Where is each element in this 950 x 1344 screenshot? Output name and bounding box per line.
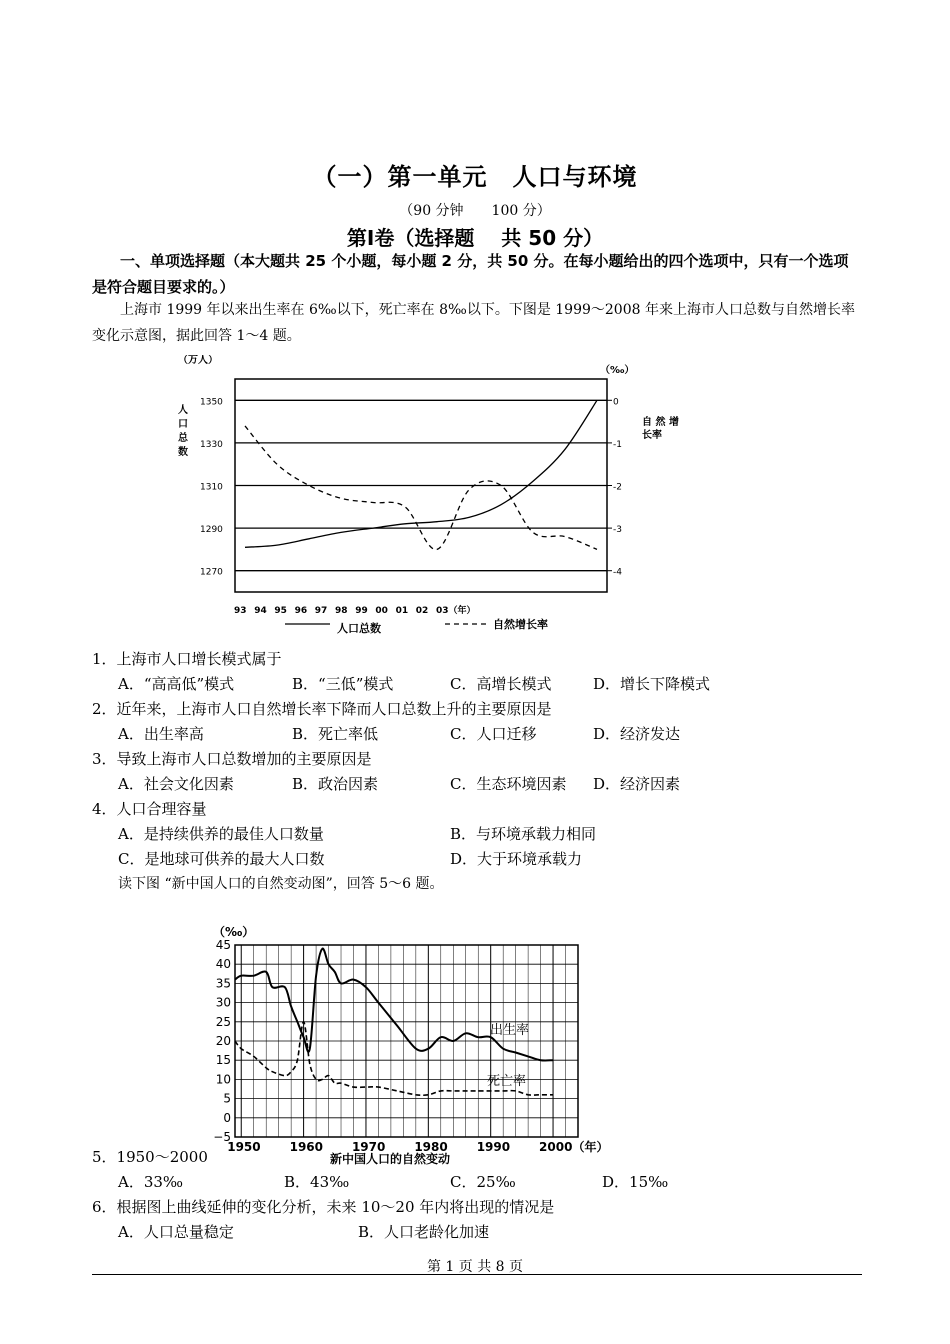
chart2-y-tick-label: −5 [213,1130,231,1144]
chart2-y-tick-label: 5 [223,1091,231,1106]
chart1-right-unit: （‰） [600,365,635,376]
chart1-left-tick-label: 1350 [200,397,223,408]
legend-population-total: 人口总数 [337,622,381,635]
question-1-option-d[interactable]: D．增长下降模式 [593,675,711,693]
question-1-option-b[interactable]: B．“三低”模式 [292,675,394,693]
question-4-option-c[interactable]: C．是地球可供养的最大人口数 [118,850,325,868]
chart1-left-tick-label: 1270 [200,567,223,578]
question-6-stem: 6．根据图上曲线延伸的变化分析，未来 10～20 年内将出现的情况是 [92,1198,555,1216]
chart1-x-tick-label: 94 [254,606,267,616]
question-3-option-d[interactable]: D．经济因素 [593,775,681,793]
chart1-right-tick-label: -3 [613,525,622,536]
chart1-left-axis-title-1: 人 [178,405,188,416]
chart1-left-unit: （万人） [178,355,218,366]
question-4-stem: 4．人口合理容量 [92,800,207,818]
question-3-option-c[interactable]: C．生态环境因素 [450,775,567,793]
question-5-option-c[interactable]: C．25‰ [450,1173,516,1191]
chart2-y-tick-label: 20 [215,1034,231,1048]
question-2-option-a[interactable]: A．出生率高 [118,725,204,743]
chart2-y-tick-label: 25 [215,1014,231,1029]
chart2-x-tick-label: 1970 [351,1140,386,1154]
chart2-x-tick-label: 1950 [227,1140,261,1154]
intro-paragraph: 上海市 1999 年以来出生率在 6‰以下，死亡率在 8‰以下。下图是 1999～2008 年来上海市人口总数与自然增长率变化示意图，据此回答 1～4 题。 [92,302,855,344]
chart1-right-tick-label: -4 [613,567,622,578]
chart1-x-tick-label: 02 [415,606,429,616]
chart1-right-tick-label: -2 [613,482,622,493]
question-2-option-d[interactable]: D．经济发达 [593,725,681,743]
question-3-option-b[interactable]: B．政治因素 [292,775,379,793]
chart2-x-tick-label: 1960 [289,1140,324,1154]
chart1-left-tick-label: 1310 [200,482,223,493]
chart1-right-tick-label: 0 [613,397,619,408]
chart2-y-tick-label: 0 [223,1110,231,1125]
chart2-y-tick-label: 30 [215,995,231,1010]
question-2-option-b[interactable]: B．死亡率低 [292,725,379,743]
chart1-x-tick-label: 01 [395,606,409,616]
population-total-line [245,400,597,547]
page-footer: 第 1 页 共 8 页 [426,1259,524,1275]
question-5-option-b[interactable]: B．43‰ [284,1173,350,1191]
birth-rate-line [235,949,553,1061]
chart2-y-unit: （‰） [213,925,255,939]
chart2-y-tick-label: 35 [215,976,231,991]
chart1-x-tick-label: 96 [294,606,308,616]
chart1-x-tick-label: 00 [375,606,388,616]
question-1-option-c[interactable]: C．高增长模式 [450,675,552,693]
question-5-option-d[interactable]: D．15‰ [602,1173,669,1191]
question-1-option-a[interactable]: A．“高高低”模式 [118,675,235,693]
chart2-y-tick-label: 15 [215,1053,231,1068]
chart1-right-tick-label: -1 [613,439,622,450]
legend-natural-growth-rate: 自然增长率 [493,618,548,631]
chart1-left-tick-label: 1290 [200,525,223,536]
question-4-option-b[interactable]: B．与环境承载力相同 [450,825,597,843]
chart2-x-tick-label: 1980 [414,1140,448,1154]
chart1-right-axis-title-1: 自 然 增 [642,417,679,428]
question-6-option-a[interactable]: A．人口总量稳定 [118,1223,234,1241]
chart1-left-axis-title-3: 总 [178,433,188,444]
question-3-stem: 3．导致上海市人口总数增加的主要原因是 [92,750,372,768]
chart1-left-axis-title-2: 口 [178,419,188,430]
death-rate-label: 死亡率 [487,1074,527,1089]
chart1-x-tick-label: 99 [355,606,368,616]
question-5-stem: 5．1950～2000 [92,1148,208,1166]
chart2-y-tick-label: 10 [215,1072,231,1087]
chart1-x-tick-label: 03（年） [436,606,476,616]
chart1-x-tick-label: 93 [234,606,247,616]
question-4-option-d[interactable]: D．大于环境承载力 [450,850,583,868]
question-5-option-a[interactable]: A．33‰ [118,1173,184,1191]
chart2-x-tick-label: 1990 [476,1140,511,1154]
chart1-x-tick-label: 95 [274,606,287,616]
question-6-option-b[interactable]: B．人口老龄化加速 [358,1223,490,1241]
natural-growth-rate-line [245,426,597,550]
footer-rule [92,1274,862,1275]
chart1-x-tick-label: 97 [314,606,328,616]
question-1-stem: 1．上海市人口增长模式属于 [92,650,282,668]
volume-title: 第Ⅰ卷（选择题 共 50 分） [346,226,604,250]
page-title: （一）第一单元 人口与环境 [312,163,638,191]
exam-time: （90 分钟 100 分） [399,203,551,219]
chart1-right-axis-title-2: 长率 [642,430,662,441]
chart2-caption: 新中国人口的自然变动 [330,1152,451,1166]
chart2-grid [235,945,578,1137]
question-3-option-a[interactable]: A．社会文化因素 [118,775,234,793]
chart2-y-tick-label: 45 [215,938,231,952]
china-natural-change-chart [205,918,625,1173]
chart2-read-prompt: 读下图 “新中国人口的自然变动图”，回答 5～6 题。 [118,876,444,892]
question-2-stem: 2．近年来，上海市人口自然增长率下降而人口总数上升的主要原因是 [92,700,552,718]
chart2-x-tick-label: 2000（年） [539,1140,609,1154]
shanghai-population-chart [160,355,680,640]
birth-rate-label: 出生率 [490,1023,530,1038]
section-instructions: 一、单项选择题（本大题共 25 个小题，每小题 2 分，共 50 分。在每小题给出的四个选项中，只有一个选项是符合题目要求的。） [92,252,849,296]
chart1-left-tick-label: 1330 [200,439,223,450]
chart2-y-tick-label: 40 [215,957,231,972]
question-4-option-a[interactable]: A．是持续供养的最佳人口数量 [118,825,324,843]
chart1-left-axis-title-4: 数 [178,447,188,458]
question-2-option-c[interactable]: C．人口迁移 [450,725,537,743]
chart1-grid [235,400,612,592]
chart1-x-tick-label: 98 [335,606,348,616]
